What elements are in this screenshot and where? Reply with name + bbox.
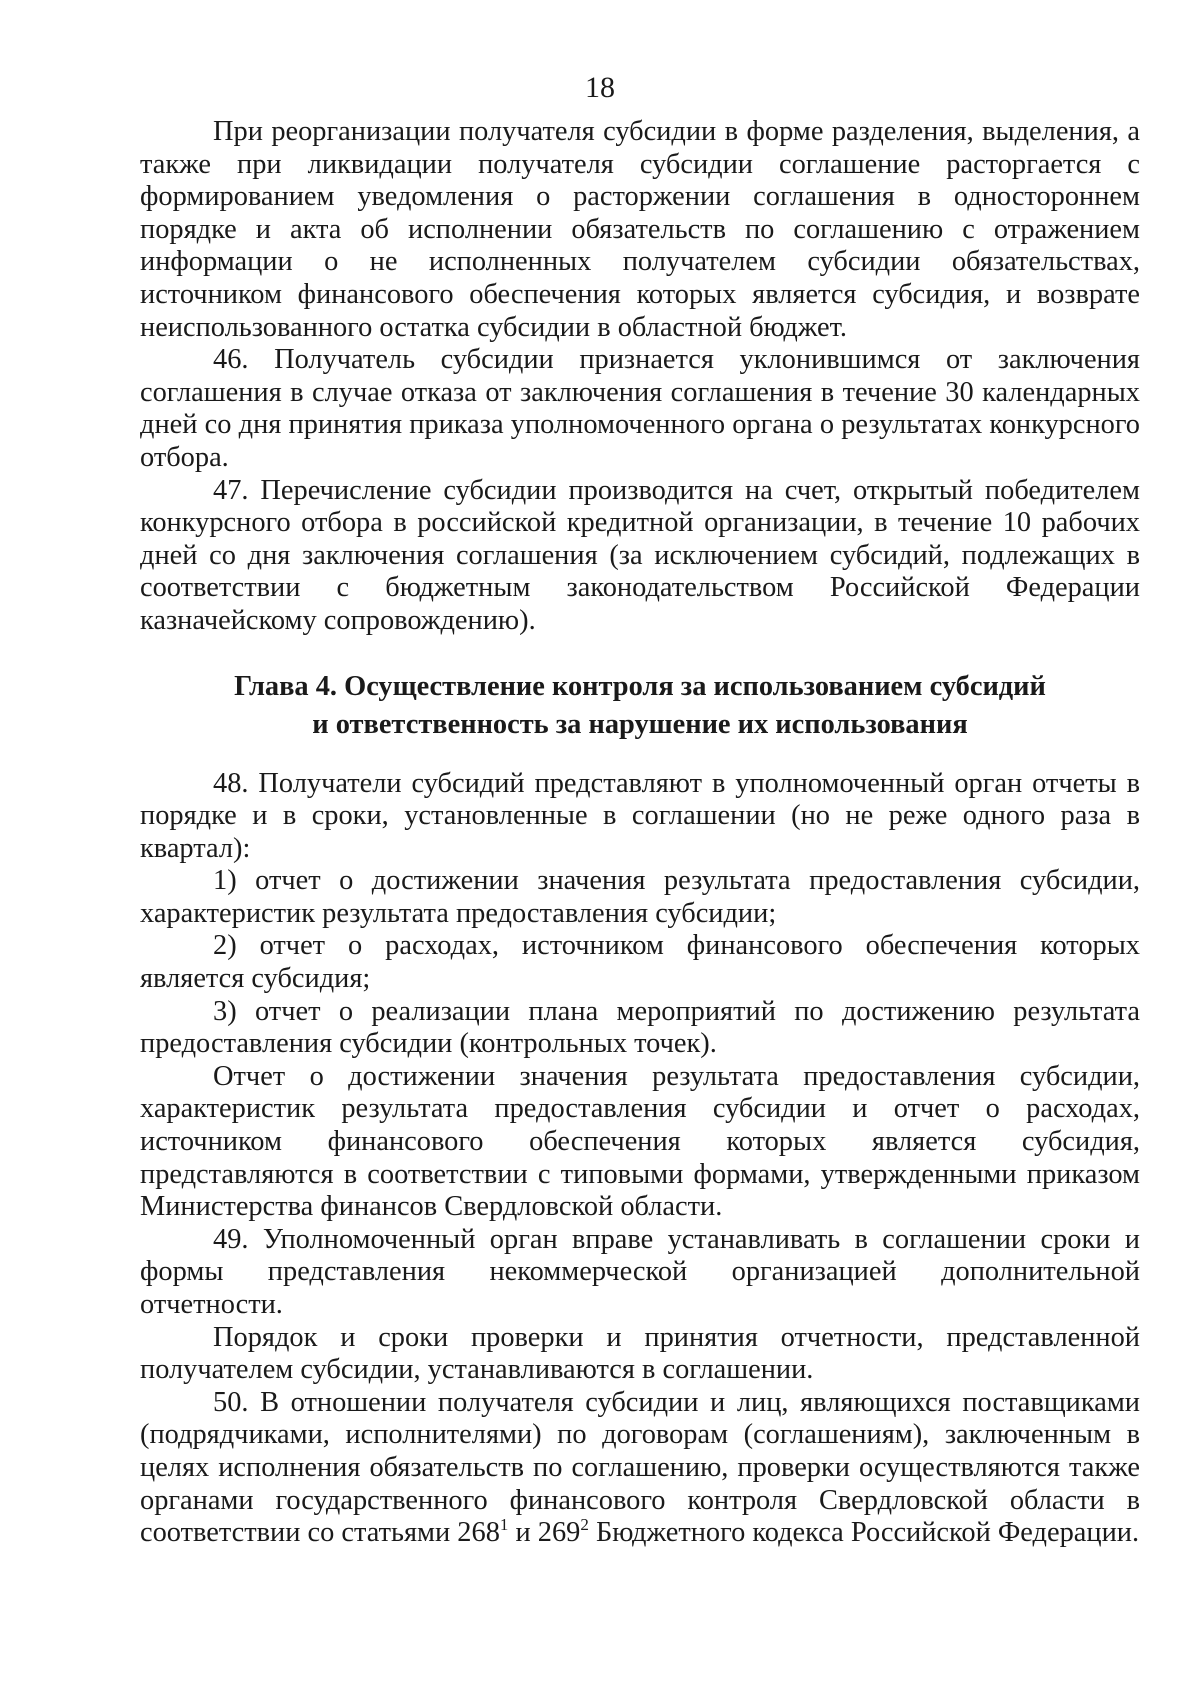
- chapter-heading-line-2: и ответственность за нарушение их использования: [312, 708, 968, 740]
- document-body: [140, 116, 1140, 1550]
- chapter-heading-line-1: Глава 4. Осуществление контроля за использованием субсидий: [234, 670, 1046, 702]
- paragraph-46: 46. Получатель субсидии признается уклонившимся от заключения соглашения в случае отказа от заключения соглашения в течение 30 календарных дней со дня принятия приказа уполномоченного органа о результатах конкурсного отбора.: [140, 344, 1140, 473]
- paragraph-50-text: 50. В отношении получателя субсидии и лиц, являющихся поставщиками (подрядчиками, исполнителями) по договорам (соглашениям), заключенным в целях исполнения обязательств по соглашению, проверки осуществляются также органами государственного финансового контроля Свердловской области в соответствии со статьями 268: [140, 1386, 1140, 1549]
- paragraph-49: 49. Уполномоченный орган вправе устанавливать в соглашении сроки и формы представления некоммерческой организацией дополнительной отчетности.: [140, 1223, 1140, 1320]
- superscript-1: 1: [499, 1515, 509, 1535]
- paragraph-verification: Порядок и сроки проверки и принятия отчетности, представленной получателем субсидии, устанавливаются в соглашении.: [140, 1321, 1140, 1386]
- paragraph-50-text-3: Бюджетного кодекса Российской Федерации.: [588, 1517, 1140, 1549]
- paragraph-report-forms: Отчет о достижении значения результата предоставления субсидии, характеристик результата предоставления субсидии и отчет о расходах, источником финансового обеспечения которых является субсидия, представляются в соответствии с типовыми формами, утвержденными приказом Министерства финансов Свердловской области.: [140, 1060, 1140, 1223]
- paragraph-48: 48. Получатели субсидий представляют в уполномоченный орган отчеты в порядке и в сроки, установленные в соглашении (но не реже одного раза в квартал):: [140, 767, 1140, 864]
- paragraph-50-text-2: и 269: [508, 1517, 581, 1549]
- paragraph-47: 47. Перечисление субсидии производится на счет, открытый победителем конкурсного отбора в российской кредитной организации, в течение 10 рабочих дней со дня заключения соглашения (за исключением субсидий, подлежащих в соответствии с бюджетным законодательством Российской Федерации казначейскому сопровождению).: [140, 474, 1140, 636]
- page-number: 18: [585, 71, 615, 104]
- list-item-report-3: 3) отчет о реализации плана мероприятий по достижению результата предоставления субсидии (контрольных точек).: [140, 995, 1140, 1060]
- chapter-heading: [140, 668, 1140, 744]
- paragraph-reorganization: При реорганизации получателя субсидии в форме разделения, выделения, а также при ликвидации получателя субсидии соглашение расторгается с формированием уведомления о расторжении соглашения в одностороннем порядке и акта об исполнении обязательств по соглашению с отражением информации о не исполненных получателем субсидии обязательствах, источником финансового обеспечения которых является субсидия, и возврате неиспользованного остатка субсидии в областной бюджет.: [140, 116, 1140, 343]
- superscript-2: 2: [580, 1515, 589, 1535]
- list-item-report-1: 1) отчет о достижении значения результата предоставления субсидии, характеристик результата предоставления субсидии;: [140, 865, 1140, 929]
- list-item-report-2: 2) отчет о расходах, источником финансового обеспечения которых является субсидия;: [140, 930, 1140, 995]
- paragraph-50: [140, 1387, 1140, 1550]
